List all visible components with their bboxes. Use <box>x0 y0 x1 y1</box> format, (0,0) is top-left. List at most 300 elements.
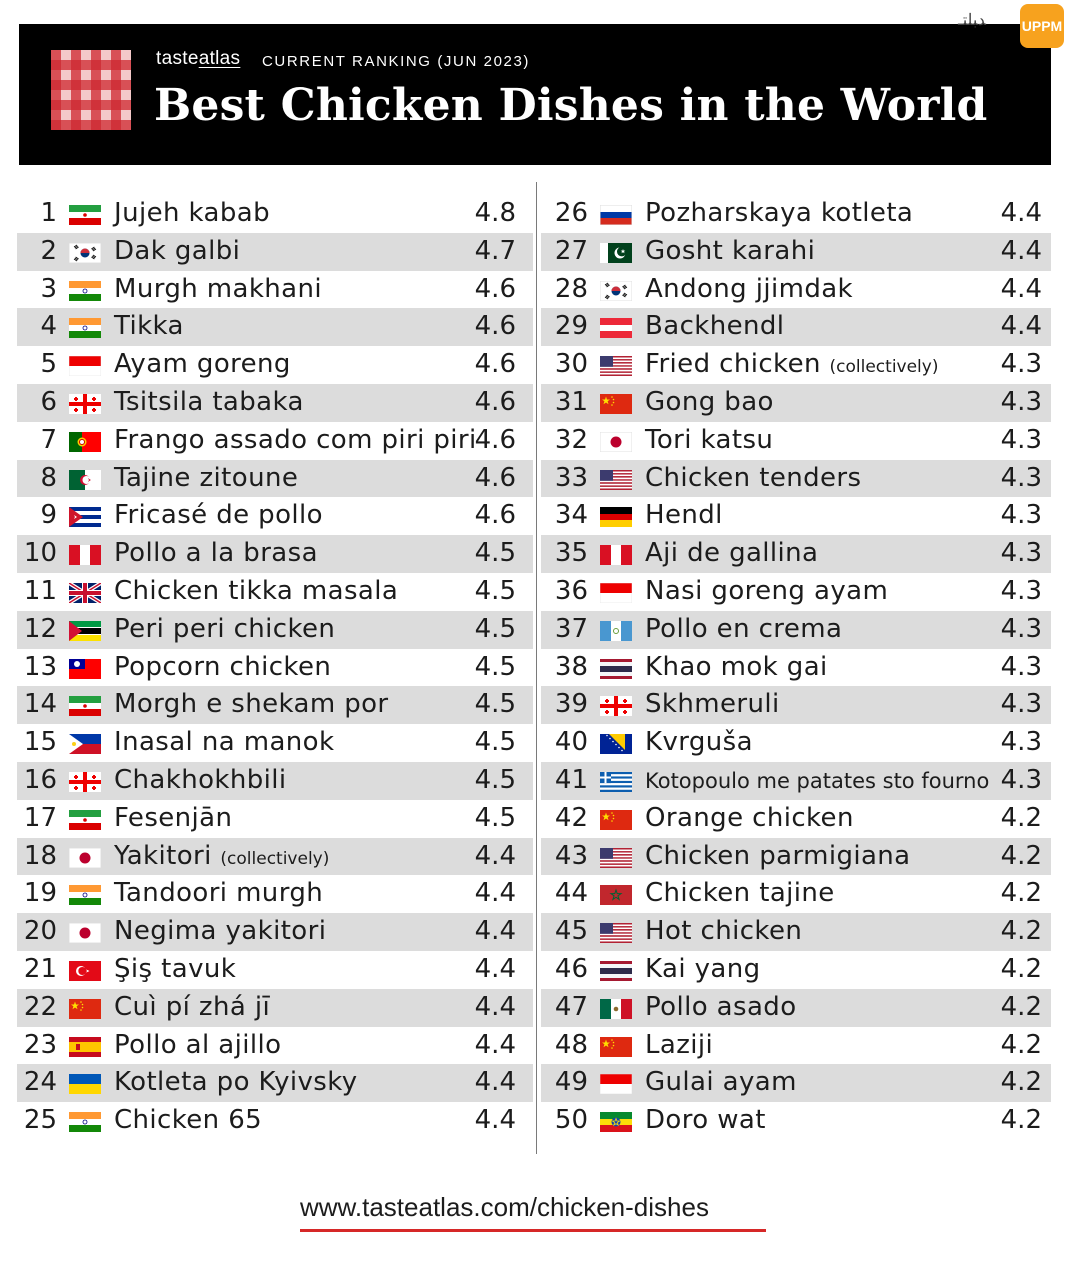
table-row[interactable] <box>17 1027 533 1065</box>
rating-score: 4.6 <box>474 386 516 417</box>
header-banner <box>19 24 1051 165</box>
dish-name-text: Hot chicken <box>645 916 803 947</box>
flag-bosnia-icon <box>600 734 632 754</box>
rank-number: 42 <box>554 802 588 833</box>
rank-number: 32 <box>554 424 588 455</box>
table-row[interactable] <box>17 308 533 346</box>
flag-peru-icon <box>69 545 101 565</box>
table-row[interactable] <box>17 951 533 989</box>
rating-score: 4.2 <box>1000 840 1042 871</box>
table-row[interactable] <box>541 838 1051 876</box>
table-row[interactable] <box>541 649 1051 687</box>
brand-name[interactable] <box>156 48 240 70</box>
dish-name[interactable] <box>114 1030 281 1060</box>
dish-name-text: Gulai ayam <box>645 1067 797 1098</box>
dish-name-text: Kvrguša <box>645 727 753 758</box>
dish-name[interactable] <box>645 387 774 417</box>
rank-number: 19 <box>23 878 57 909</box>
rating-score: 4.4 <box>474 1029 516 1060</box>
rating-score: 4.5 <box>474 764 516 795</box>
flag-iran-icon <box>69 810 101 830</box>
table-row[interactable] <box>17 460 533 498</box>
dish-name[interactable] <box>645 916 802 946</box>
table-row[interactable] <box>541 951 1051 989</box>
flag-india-icon <box>69 281 101 301</box>
dish-name-text: Peri peri chicken <box>114 613 336 644</box>
rating-score: 4.3 <box>1000 462 1042 493</box>
table-row[interactable] <box>541 195 1051 233</box>
dish-name-text: Khao mok gai <box>645 651 828 682</box>
table-row[interactable] <box>17 233 533 271</box>
table-row[interactable] <box>541 422 1051 460</box>
table-row[interactable] <box>17 649 533 687</box>
table-row[interactable] <box>17 497 533 535</box>
rating-score: 4.6 <box>474 311 516 342</box>
flag-portugal-icon <box>69 432 101 452</box>
dish-name[interactable] <box>645 727 753 757</box>
dish-name[interactable] <box>114 538 318 568</box>
dish-note: (collectively) <box>829 357 939 378</box>
flag-spain-icon <box>69 1037 101 1057</box>
dish-name[interactable] <box>645 576 888 606</box>
dish-name-text: Fesenjān <box>114 802 233 833</box>
dish-name-text: Tikka <box>114 311 184 342</box>
dish-name-text: Morgh e shekam por <box>114 689 389 720</box>
flag-ukraine-icon <box>69 1074 101 1094</box>
table-row[interactable] <box>541 875 1051 913</box>
dish-name[interactable] <box>645 954 761 984</box>
rating-score: 4.4 <box>474 840 516 871</box>
table-row[interactable] <box>541 271 1051 309</box>
table-row[interactable] <box>541 800 1051 838</box>
table-row[interactable] <box>17 762 533 800</box>
rating-score: 4.2 <box>1000 1105 1042 1136</box>
rank-number: 3 <box>40 273 57 304</box>
dish-name-text: Kotleta po Kyivsky <box>114 1067 358 1098</box>
dish-name-text: Kotopoulo me patates sto fourno <box>645 768 990 793</box>
dish-name[interactable] <box>114 727 334 757</box>
tablecloth-logo-icon <box>51 50 131 130</box>
rating-score: 4.4 <box>474 991 516 1022</box>
dish-name-text: Negima yakitori <box>114 916 327 947</box>
rank-number: 47 <box>554 991 588 1022</box>
table-row[interactable] <box>17 195 533 233</box>
dish-name[interactable] <box>114 349 291 379</box>
dish-name-text: Tajine zitoune <box>114 462 299 493</box>
dish-name-text: Yakitori <box>114 840 212 871</box>
dish-name-text: Laziji <box>645 1029 714 1060</box>
dish-name[interactable] <box>645 1030 713 1060</box>
flag-philippines-icon <box>69 734 101 754</box>
watermark-signature: ﺪﺒﻠﺘـ <box>958 12 987 29</box>
dish-name-text: Chicken tenders <box>645 462 862 493</box>
flag-russia-icon <box>600 205 632 225</box>
dish-name[interactable] <box>645 803 854 833</box>
rank-number: 1 <box>40 198 57 228</box>
table-row[interactable] <box>541 724 1051 762</box>
rating-score: 4.4 <box>474 916 516 947</box>
table-row[interactable] <box>541 1027 1051 1065</box>
table-row[interactable] <box>541 535 1051 573</box>
dish-name[interactable] <box>114 765 287 795</box>
dish-name-text: Jujeh kabab <box>114 198 270 228</box>
dish-name[interactable] <box>114 841 329 871</box>
dish-name[interactable] <box>645 769 989 793</box>
rating-score: 4.4 <box>1000 235 1042 266</box>
flag-china-icon <box>69 999 101 1019</box>
ranking-column-left <box>17 195 533 1140</box>
flag-taiwan-icon <box>69 659 101 679</box>
dish-name-text: Cuì pí zhá jī <box>114 991 271 1022</box>
dish-name-text: Tori katsu <box>645 424 774 455</box>
rank-number: 15 <box>23 727 57 758</box>
dish-name-text: Fried chicken <box>645 349 821 380</box>
flag-japan-icon <box>69 923 101 943</box>
table-row[interactable] <box>541 686 1051 724</box>
flag-india-icon <box>69 318 101 338</box>
dish-name[interactable] <box>645 538 818 568</box>
dish-name-text: Pollo al ajillo <box>114 1029 282 1060</box>
rating-score: 4.5 <box>474 613 516 644</box>
rank-number: 13 <box>23 651 57 682</box>
dish-name[interactable] <box>645 236 815 266</box>
flag-usa-icon <box>600 356 632 376</box>
dish-name[interactable] <box>645 1067 797 1097</box>
rating-score: 4.5 <box>474 727 516 758</box>
rating-score: 4.3 <box>1000 424 1042 455</box>
rank-number: 8 <box>40 462 57 493</box>
table-row[interactable] <box>17 686 533 724</box>
rating-score: 4.2 <box>1000 1067 1042 1098</box>
rank-number: 27 <box>554 235 588 266</box>
rating-score: 4.4 <box>1000 198 1042 228</box>
rank-number: 7 <box>40 424 57 455</box>
rank-number: 24 <box>23 1067 57 1098</box>
rank-number: 43 <box>554 840 588 871</box>
flag-china-icon <box>600 810 632 830</box>
rank-number: 9 <box>40 500 57 531</box>
flag-thailand-icon <box>600 961 632 981</box>
rank-number: 4 <box>40 311 57 342</box>
flag-guatemala-icon <box>600 621 632 641</box>
rank-number: 11 <box>23 575 57 606</box>
dish-name-text: Tsitsila tabaka <box>114 386 304 417</box>
rank-number: 28 <box>554 273 588 304</box>
table-row[interactable] <box>541 611 1051 649</box>
flag-south-korea-icon <box>600 281 632 301</box>
table-row[interactable] <box>17 1064 533 1102</box>
rating-score: 4.2 <box>1000 1029 1042 1060</box>
dish-name[interactable] <box>114 274 322 304</box>
dish-name[interactable] <box>114 614 335 644</box>
rank-number: 37 <box>554 613 588 644</box>
rank-number: 35 <box>554 538 588 569</box>
rank-number: 17 <box>23 802 57 833</box>
table-row[interactable] <box>541 1102 1051 1140</box>
dish-name[interactable] <box>645 614 842 644</box>
dish-name-text: Dak galbi <box>114 235 241 266</box>
rank-number: 38 <box>554 651 588 682</box>
table-row[interactable] <box>17 1102 533 1140</box>
rank-number: 23 <box>23 1029 57 1060</box>
flag-japan-icon <box>69 848 101 868</box>
dish-name[interactable] <box>114 500 323 530</box>
flag-greece-icon <box>600 772 632 792</box>
rank-number: 6 <box>40 386 57 417</box>
rating-score: 4.4 <box>1000 311 1042 342</box>
rating-score: 4.3 <box>1000 538 1042 569</box>
dish-name-text: Chicken parmigiana <box>645 840 911 871</box>
table-row[interactable] <box>541 308 1051 346</box>
table-row[interactable] <box>17 838 533 876</box>
footer-underline <box>300 1229 766 1232</box>
flag-peru-icon <box>600 545 632 565</box>
rating-score: 4.5 <box>474 575 516 606</box>
rating-score: 4.3 <box>1000 689 1042 720</box>
flag-georgia-icon <box>69 394 101 414</box>
table-row[interactable] <box>541 913 1051 951</box>
table-row[interactable] <box>541 573 1051 611</box>
table-row[interactable] <box>17 875 533 913</box>
dish-name-text: Frango assado com piri piri <box>114 424 477 455</box>
rating-score: 4.5 <box>474 538 516 569</box>
rating-score: 4.5 <box>474 802 516 833</box>
dish-name-text: Chakhokhbili <box>114 764 287 795</box>
rating-score: 4.3 <box>1000 386 1042 417</box>
rank-number: 46 <box>554 953 588 984</box>
dish-name[interactable] <box>114 689 389 719</box>
rank-number: 18 <box>23 840 57 871</box>
flag-uk-icon <box>69 583 101 603</box>
flag-mozambique-icon <box>69 621 101 641</box>
rank-number: 16 <box>23 764 57 795</box>
table-row[interactable] <box>541 762 1051 800</box>
flag-ethiopia-icon <box>600 1112 632 1132</box>
dish-name-text: Chicken tajine <box>645 878 835 909</box>
flag-morocco-icon <box>600 885 632 905</box>
flag-pakistan-icon <box>600 243 632 263</box>
rank-number: 41 <box>554 764 588 795</box>
rating-score: 4.6 <box>474 424 516 455</box>
rank-number: 36 <box>554 575 588 606</box>
rank-number: 33 <box>554 462 588 493</box>
dish-name[interactable] <box>114 236 240 266</box>
rating-score: 4.2 <box>1000 802 1042 833</box>
rank-number: 20 <box>23 916 57 947</box>
flag-mexico-icon <box>600 999 632 1019</box>
dish-name-text: Chicken tikka masala <box>114 575 399 606</box>
dish-name[interactable] <box>645 878 835 908</box>
dish-name[interactable] <box>114 1067 358 1097</box>
flag-georgia-icon <box>69 772 101 792</box>
dish-name[interactable] <box>645 274 853 304</box>
rating-score: 4.6 <box>474 349 516 380</box>
dish-name[interactable] <box>114 916 326 946</box>
rating-score: 4.8 <box>474 198 516 228</box>
rating-score: 4.2 <box>1000 953 1042 984</box>
rating-score: 4.5 <box>474 651 516 682</box>
dish-name-text: Backhendl <box>645 311 785 342</box>
rank-number: 26 <box>554 198 588 228</box>
flag-germany-icon <box>600 507 632 527</box>
rating-score: 4.4 <box>474 878 516 909</box>
dish-name[interactable] <box>114 992 270 1022</box>
rating-score: 4.3 <box>1000 613 1042 644</box>
table-row[interactable] <box>541 346 1051 384</box>
dish-name-text: Doro wat <box>645 1105 766 1136</box>
dish-name[interactable] <box>645 689 780 719</box>
rating-score: 4.3 <box>1000 575 1042 606</box>
rank-number: 29 <box>554 311 588 342</box>
table-row[interactable] <box>541 384 1051 422</box>
rank-number: 50 <box>554 1105 588 1136</box>
table-row[interactable] <box>541 989 1051 1027</box>
rating-score: 4.4 <box>1000 273 1042 304</box>
rank-number: 5 <box>40 349 57 380</box>
dish-name-text: Pollo en crema <box>645 613 843 644</box>
table-row[interactable] <box>17 800 533 838</box>
dish-name[interactable] <box>114 954 236 984</box>
rating-score: 4.4 <box>474 1105 516 1136</box>
dish-note: (collectively) <box>220 848 330 869</box>
table-row[interactable] <box>17 271 533 309</box>
table-row[interactable] <box>541 460 1051 498</box>
rating-score: 4.5 <box>474 689 516 720</box>
table-row[interactable] <box>541 233 1051 271</box>
flag-iran-icon <box>69 696 101 716</box>
dish-name-text: Gong bao <box>645 386 774 417</box>
rank-number: 39 <box>554 689 588 720</box>
flag-indonesia-icon <box>69 356 101 376</box>
rank-number: 2 <box>40 235 57 266</box>
dish-name[interactable] <box>645 1105 766 1135</box>
rating-score: 4.2 <box>1000 916 1042 947</box>
table-row[interactable] <box>17 422 533 460</box>
dish-name[interactable] <box>114 463 298 493</box>
ranking-column-right <box>541 195 1051 1140</box>
rating-score: 4.3 <box>1000 651 1042 682</box>
rating-score: 4.6 <box>474 273 516 304</box>
dish-name-text: Fricasé de pollo <box>114 500 323 531</box>
flag-usa-icon <box>600 470 632 490</box>
ranking-label: CURRENT RANKING (JUN 2023) <box>262 53 531 70</box>
dish-name-text: Gosht karahi <box>645 235 816 266</box>
dish-name[interactable] <box>645 311 784 341</box>
column-divider <box>536 182 537 1154</box>
rating-score: 4.2 <box>1000 878 1042 909</box>
rank-number: 48 <box>554 1029 588 1060</box>
flag-japan-icon <box>600 432 632 452</box>
rating-score: 4.3 <box>1000 349 1042 380</box>
dish-name[interactable] <box>114 387 304 417</box>
table-row[interactable] <box>17 384 533 422</box>
dish-name[interactable] <box>645 425 773 455</box>
dish-name-text: Kai yang <box>645 953 761 984</box>
rating-score: 4.3 <box>1000 764 1042 795</box>
dish-name[interactable] <box>114 1105 262 1135</box>
dish-name-text: Pozharskaya kotleta <box>645 198 914 228</box>
dish-name-text: Skhmeruli <box>645 689 780 720</box>
rating-score: 4.3 <box>1000 500 1042 531</box>
table-row[interactable] <box>17 346 533 384</box>
dish-name-text: Chicken 65 <box>114 1105 263 1136</box>
dish-name[interactable] <box>114 198 270 228</box>
rank-number: 40 <box>554 727 588 758</box>
table-row[interactable] <box>17 989 533 1027</box>
rating-score: 4.4 <box>474 1067 516 1098</box>
uppm-badge-icon: UPPM <box>1020 4 1064 48</box>
rating-score: 4.2 <box>1000 991 1042 1022</box>
brand-suffix: atlas <box>198 48 241 69</box>
rating-score: 4.6 <box>474 462 516 493</box>
table-row[interactable] <box>17 724 533 762</box>
brand-prefix: taste <box>156 48 199 69</box>
dish-name[interactable] <box>114 878 323 908</box>
rank-number: 10 <box>23 538 57 569</box>
footer-url-link[interactable]: www.tasteatlas.com/chicken-dishes <box>300 1192 709 1222</box>
dish-name-text: Inasal na manok <box>114 727 335 758</box>
rank-number: 34 <box>554 500 588 531</box>
rating-score: 4.7 <box>474 235 516 266</box>
flag-indonesia-icon <box>600 1074 632 1094</box>
flag-india-icon <box>69 1112 101 1132</box>
dish-name-text: Nasi goreng ayam <box>645 575 889 606</box>
rating-score: 4.3 <box>1000 727 1042 758</box>
dish-name-text: Popcorn chicken <box>114 651 332 682</box>
flag-south-korea-icon <box>69 243 101 263</box>
table-row[interactable] <box>541 497 1051 535</box>
rank-number: 25 <box>23 1105 57 1136</box>
dish-name-text: Pollo asado <box>645 991 797 1022</box>
flag-cuba-icon <box>69 507 101 527</box>
rank-number: 22 <box>23 991 57 1022</box>
table-row[interactable] <box>541 1064 1051 1102</box>
rating-score: 4.4 <box>474 953 516 984</box>
rank-number: 14 <box>23 689 57 720</box>
dish-name-text: Orange chicken <box>645 802 854 833</box>
dish-name-text: Aji de gallina <box>645 538 819 569</box>
flag-iran-icon <box>69 205 101 225</box>
dish-name[interactable] <box>114 803 232 833</box>
rank-number: 30 <box>554 349 588 380</box>
dish-name[interactable] <box>114 652 331 682</box>
dish-name[interactable] <box>645 841 911 871</box>
flag-india-icon <box>69 885 101 905</box>
dish-name[interactable] <box>114 576 398 606</box>
dish-name[interactable] <box>645 500 723 530</box>
dish-name-text: Tandoori murgh <box>114 878 324 909</box>
rating-score: 4.6 <box>474 500 516 531</box>
flag-usa-icon <box>600 923 632 943</box>
dish-name[interactable] <box>114 425 477 455</box>
table-row[interactable] <box>17 535 533 573</box>
dish-name[interactable] <box>645 349 938 379</box>
page-title: Best Chicken Dishes in the World <box>154 80 988 131</box>
table-row[interactable] <box>17 913 533 951</box>
dish-name[interactable] <box>114 311 184 341</box>
flag-georgia-icon <box>600 696 632 716</box>
dish-name[interactable] <box>645 652 828 682</box>
dish-name[interactable] <box>645 463 861 493</box>
dish-name[interactable] <box>645 992 797 1022</box>
dish-name-text: Andong jjimdak <box>645 273 854 304</box>
dish-name[interactable] <box>645 198 913 228</box>
table-row[interactable] <box>17 611 533 649</box>
rank-number: 45 <box>554 916 588 947</box>
table-row[interactable] <box>17 573 533 611</box>
rank-number: 12 <box>23 613 57 644</box>
dish-name-text: Murgh makhani <box>114 273 323 304</box>
